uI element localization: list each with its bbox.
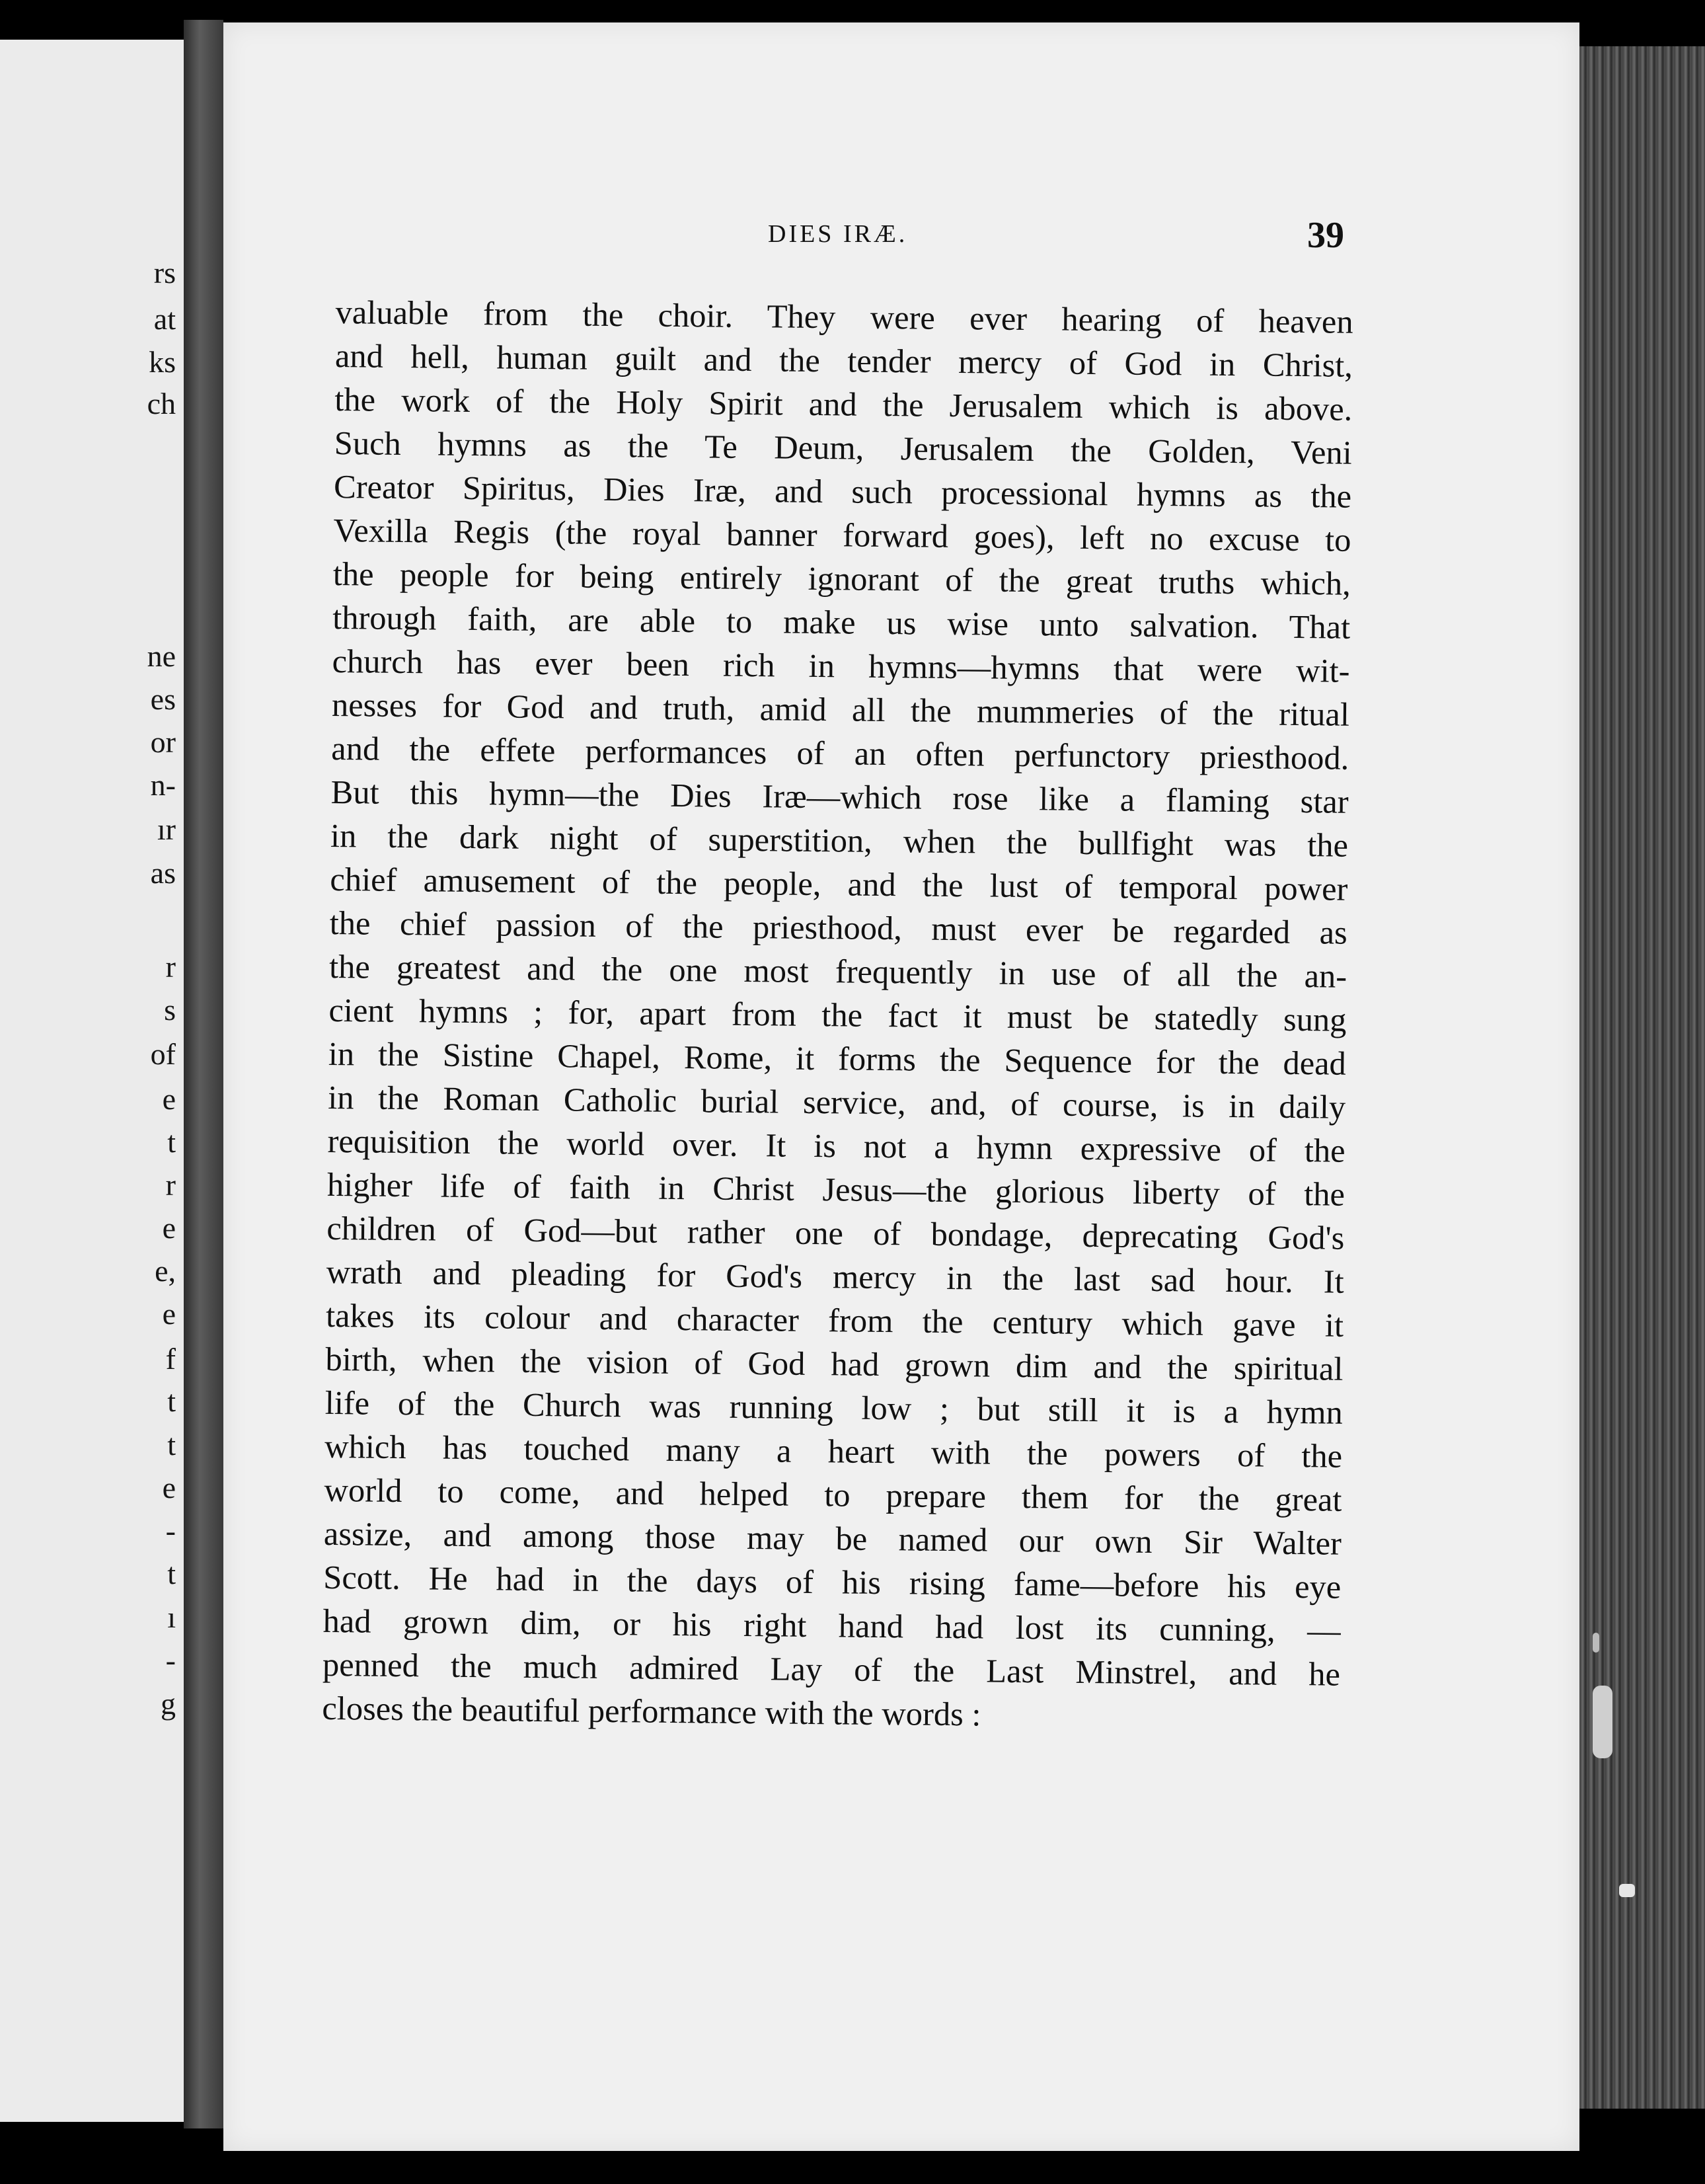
facing-page-fragment: t xyxy=(167,1384,176,1418)
text-line: had grown dim, or his right hand had lost its cunning, — xyxy=(322,1602,1341,1649)
text-line: in the Roman Catholic burial service, and, of course, is in daily xyxy=(328,1078,1346,1126)
facing-page-fragment: as xyxy=(150,856,176,890)
edge-blemish xyxy=(1619,1884,1635,1897)
facing-page-fragment: - xyxy=(165,1643,176,1677)
facing-page-fragment: - xyxy=(165,1514,176,1547)
text-line: Vexilla Regis (the royal banner forward goes), left no excuse to xyxy=(333,511,1351,559)
body-text xyxy=(322,290,1353,1740)
text-line: the greatest and the one most frequently in use of all the an- xyxy=(328,947,1347,995)
text-line: Scott. He had in the days of his rising fame—before his eye xyxy=(323,1558,1342,1606)
facing-page-fragment: e xyxy=(162,1471,176,1504)
text-line: Such hymns as the Te Deum, Jerusalem the Golden, Veni xyxy=(334,424,1352,471)
facing-page-fragment: t xyxy=(167,1125,176,1159)
facing-page-fragment: ks xyxy=(149,345,176,379)
text-line: higher life of faith in Christ Jesus—the glorious liberty of the xyxy=(326,1165,1345,1213)
facing-page-fragment: at xyxy=(153,302,176,336)
facing-page-fragment: t xyxy=(167,1557,176,1590)
facing-page-fragment: r xyxy=(165,950,176,984)
facing-page-fragment: ı xyxy=(167,1600,176,1634)
facing-page-fragment: s xyxy=(164,993,176,1027)
gutter-shadow xyxy=(184,20,223,2128)
facing-page-fragment: rs xyxy=(153,256,176,290)
text-line: cient hymns ; for, apart from the fact it must be statedly sung xyxy=(328,991,1347,1038)
book-page xyxy=(223,22,1579,2151)
text-line: closes the beautiful performance with the words : xyxy=(322,1689,981,1733)
facing-page-fragment: e xyxy=(162,1082,176,1116)
text-line: the work of the Holy Spirit and the Jerusalem which is above. xyxy=(334,380,1353,428)
facing-page-fragment: es xyxy=(150,682,176,716)
page-edge-stack xyxy=(1579,46,1705,2109)
text-line: But this hymn—the Dies Iræ—which rose like a flaming star xyxy=(330,773,1349,820)
text-line: church has ever been rich in hymns—hymns that were wit- xyxy=(332,642,1350,689)
text-line: Creator Spiritus, Dies Iræ, and such processional hymns as the xyxy=(333,467,1352,515)
facing-page-fragment: f xyxy=(165,1342,176,1376)
facing-page-fragment: e, xyxy=(155,1254,176,1288)
text-line: and hell, human guilt and the tender mercy of God in Christ, xyxy=(334,336,1353,384)
facing-page-fragment: r xyxy=(165,1168,176,1202)
running-title: DIES IRÆ. xyxy=(768,220,908,248)
text-line: valuable from the choir. They were ever hearing of heaven xyxy=(335,293,1353,340)
facing-page-fragment: t xyxy=(167,1428,176,1462)
text-line: world to come, and helped to prepare them for the great xyxy=(324,1471,1342,1518)
edge-blemish xyxy=(1593,1686,1612,1758)
text-line: the chief passion of the priesthood, must ever be regarded as xyxy=(329,904,1348,951)
text-line: life of the Church was running low ; but still it is a hymn xyxy=(324,1384,1344,1431)
facing-page xyxy=(0,40,184,2122)
text-line: penned the much admired Lay of the Last Minstrel, and he xyxy=(322,1645,1341,1693)
text-line: chief amusement of the people, and the lust of temporal power xyxy=(330,860,1348,908)
text-line: in the dark night of superstition, when the bullfight was the xyxy=(330,816,1349,864)
text-line: assize, and among those may be named our own Sir Walter xyxy=(323,1514,1342,1562)
facing-page-fragment: of xyxy=(150,1037,176,1071)
edge-blemish xyxy=(1593,1633,1599,1653)
facing-page-fragment: or xyxy=(150,725,176,759)
text-line: nesses for God and truth, amid all the mummeries of the ritual xyxy=(331,685,1350,733)
text-line: in the Sistine Chapel, Rome, it forms the Sequence for the dead xyxy=(328,1034,1347,1082)
text-line: takes its colour and character from the century which gave it xyxy=(325,1296,1344,1344)
text-line: wrath and pleading for God's mercy in the last sad hour. It xyxy=(326,1253,1344,1300)
page-number: 39 xyxy=(1307,215,1344,256)
facing-page-fragment: ch xyxy=(147,387,176,420)
text-line: which has touched many a heart with the powers of the xyxy=(324,1427,1343,1475)
facing-page-fragment: ne xyxy=(147,639,176,673)
facing-page-fragment: e xyxy=(162,1297,176,1331)
facing-page-fragment: n- xyxy=(150,768,176,802)
text-line: through faith, are able to make us wise unto salvation. That xyxy=(332,598,1351,646)
text-line: and the effete performances of an often perfunctory priesthood. xyxy=(331,729,1349,777)
facing-page-fragment: e xyxy=(162,1211,176,1245)
facing-page-fragment: g xyxy=(161,1687,176,1721)
text-line: children of God—but rather one of bondage, deprecating God's xyxy=(326,1209,1345,1257)
running-head xyxy=(223,214,1579,267)
text-line: birth, when the vision of God had grown dim and the spiritual xyxy=(325,1340,1344,1387)
text-line: requisition the world over. It is not a hymn expressive of the xyxy=(327,1122,1345,1169)
facing-page-fragment: ır xyxy=(157,812,176,846)
text-line: the people for being entirely ignorant of the great truths which, xyxy=(332,555,1351,602)
